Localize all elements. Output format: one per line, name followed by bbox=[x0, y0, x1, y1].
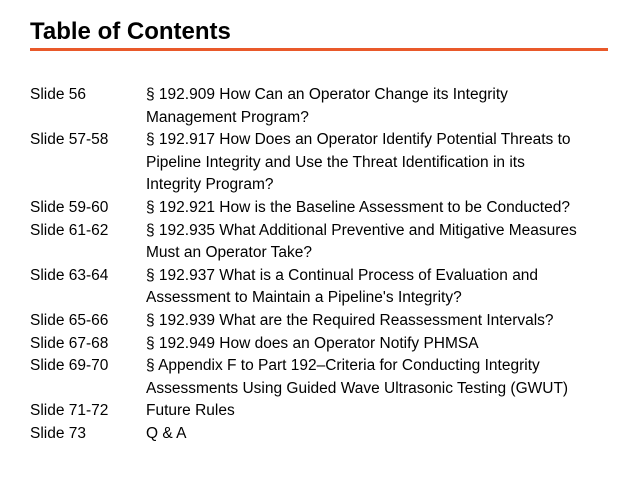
page-title: Table of Contents bbox=[30, 18, 231, 45]
toc-description bbox=[146, 84, 626, 129]
toc-description-line: § 192.909 How Can an Operator Change its Integrity bbox=[146, 86, 508, 103]
toc-description bbox=[146, 129, 626, 197]
toc-slide-range: Slide 65-66 bbox=[30, 311, 109, 329]
title-underline bbox=[30, 48, 608, 51]
toc-description-line: Future Rules bbox=[146, 402, 235, 420]
toc-slide-range: Slide 63-64 bbox=[30, 266, 109, 284]
toc-description-line: Pipeline Integrity and Use the Threat Identification in its bbox=[146, 153, 525, 171]
toc-slide-range: Slide 59-60 bbox=[30, 198, 109, 216]
toc-description-line: § 192.917 How Does an Operator Identify Potential Threats to bbox=[146, 131, 571, 149]
toc-description-line: § 192.949 How does an Operator Notify PHMSA bbox=[146, 334, 479, 352]
table-of-contents bbox=[30, 84, 630, 446]
toc-entry bbox=[30, 400, 630, 423]
toc-entry bbox=[30, 197, 630, 220]
toc-slide-range: Slide 61-62 bbox=[30, 221, 109, 239]
toc-entry bbox=[30, 129, 630, 197]
toc-slide-range: Slide 67-68 bbox=[30, 334, 109, 352]
toc-entry bbox=[30, 355, 630, 400]
toc-description-line: Assessment to Maintain a Pipeline's Integrity? bbox=[146, 289, 462, 307]
toc-description bbox=[146, 265, 626, 310]
toc-description-line: § 192.937 What is a Continual Process of Evaluation and bbox=[146, 266, 539, 284]
toc-description-line: § 192.939 What are the Required Reassessment Intervals? bbox=[146, 311, 554, 329]
toc-description-line: Assessments Using Guided Wave Ultrasonic Testing (GWUT) bbox=[146, 379, 569, 397]
toc-description bbox=[146, 400, 626, 423]
toc-slide-range: Slide 71-72 bbox=[30, 402, 109, 420]
toc-slide-range: Slide 69-70 bbox=[30, 357, 109, 375]
toc-entry bbox=[30, 310, 630, 333]
toc-entry bbox=[30, 220, 630, 265]
toc-slide-range: Slide 73 bbox=[30, 424, 87, 442]
toc-description bbox=[146, 423, 626, 446]
toc-description bbox=[146, 333, 626, 356]
toc-description bbox=[146, 355, 626, 400]
toc-entry bbox=[30, 333, 630, 356]
toc-description bbox=[146, 310, 626, 333]
toc-entry bbox=[30, 265, 630, 310]
toc-description-line: § Appendix F to Part 192–Criteria for Conducting Integrity bbox=[146, 357, 540, 375]
toc-entry bbox=[30, 423, 630, 446]
toc-description-line: Management Program? bbox=[146, 108, 309, 126]
toc-description bbox=[146, 220, 626, 265]
toc-description-line: Q & A bbox=[146, 424, 187, 442]
toc-description-line: Integrity Program? bbox=[146, 176, 274, 194]
toc-description-line: § 192.935 What Additional Preventive and Mitigative Measures bbox=[146, 221, 577, 239]
toc-description bbox=[146, 197, 626, 220]
toc-slide-range: Slide 56 bbox=[30, 86, 87, 103]
toc-entry bbox=[30, 84, 630, 129]
toc-description-line: Must an Operator Take? bbox=[146, 244, 312, 262]
toc-slide-range: Slide 57-58 bbox=[30, 131, 109, 149]
toc-description-line: § 192.921 How is the Baseline Assessment to be Conducted? bbox=[146, 198, 570, 216]
